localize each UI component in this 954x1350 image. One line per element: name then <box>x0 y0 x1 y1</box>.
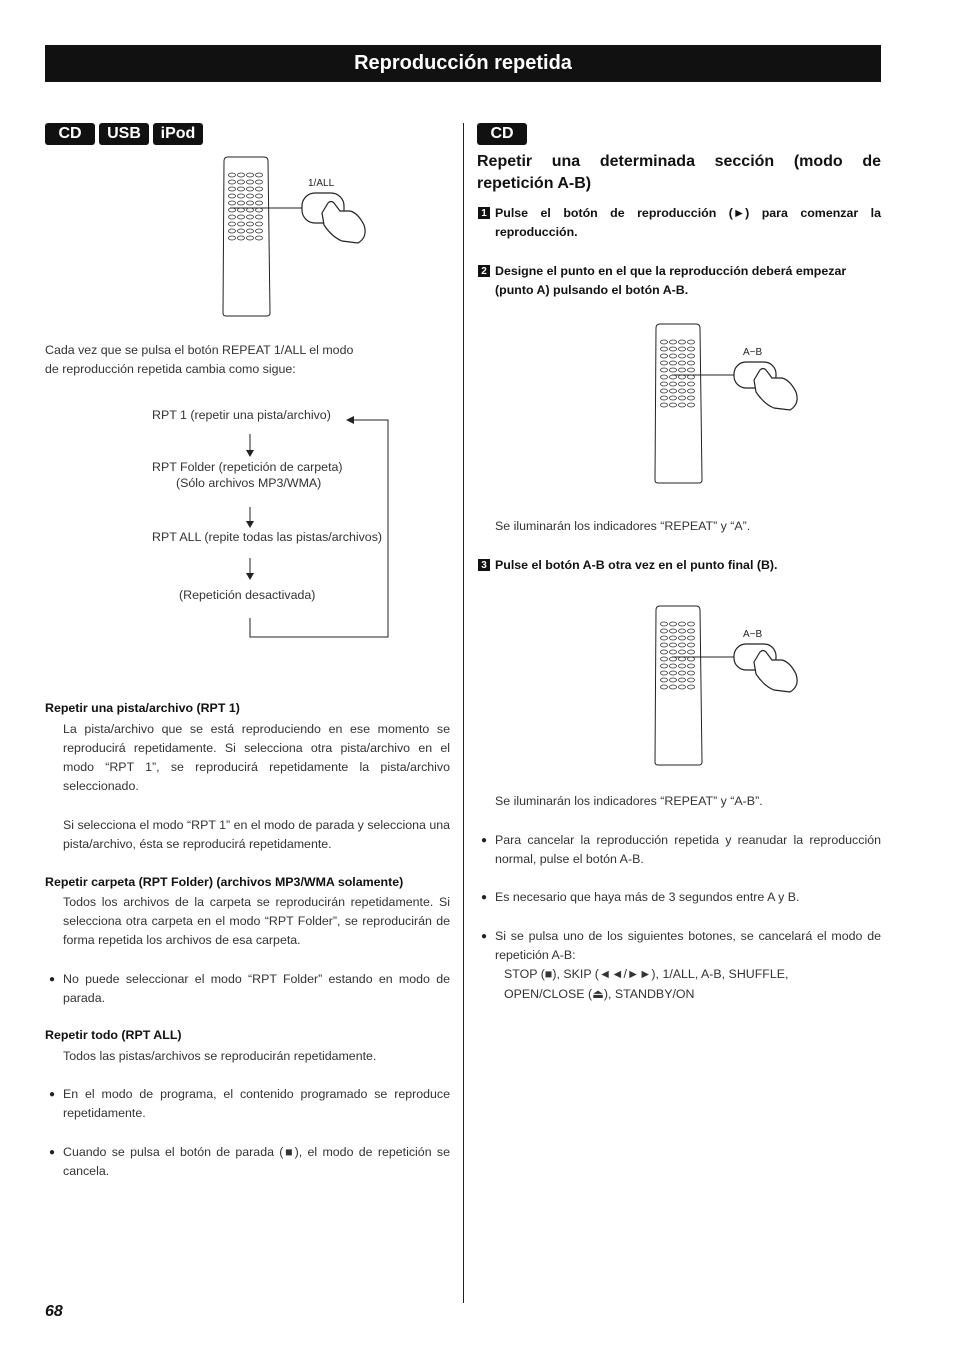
ab-button-label-2: A−B <box>743 629 763 640</box>
rpt1-paragraph-1: La pista/archivo que se está reproduciendo en ese momento se reproducirá repetidamente. Si selecciona otra pista/archivo en el modo “RPT 1”, se reproducirá repetidamente la pista/archivo seleccionado. <box>63 722 450 793</box>
remote-repeat-illustration <box>218 155 378 320</box>
remote-ab-illustration-1 <box>650 322 810 487</box>
note-2: Se iluminarán los indicadores “REPEAT” y “A-B”. <box>495 794 763 808</box>
right-bullet-1: Para cancelar la reproducción repetida y reanudar la reproducción normal, pulse el botón A-B. <box>495 833 881 866</box>
repeat-button-label: 1/ALL <box>308 178 335 189</box>
step-2-text: Designe el punto en el que la reproducción deberá empezar (punto A) pulsando el botón A-B. <box>495 264 847 297</box>
note-1: Se iluminarán los indicadores “REPEAT” y “A”. <box>495 519 751 533</box>
step-1-number: 1 <box>478 207 490 219</box>
step-3-number: 3 <box>478 559 490 571</box>
remote-ab-illustration-2 <box>650 604 810 769</box>
folder-bullet: No puede seleccionar el modo “RPT Folder” estando en modo de parada. <box>63 972 450 1005</box>
all-heading: Repetir todo (RPT ALL) <box>45 1028 182 1042</box>
right-bullet-3: Si se pulsa uno de los siguientes botones, se cancelará el modo de repetición A-B: <box>495 929 881 962</box>
bullet-icon: ● <box>481 835 488 846</box>
folder-heading: Repetir carpeta (RPT Folder) (archivos MP3/WMA solamente) <box>45 875 404 889</box>
usb-badge: USB <box>99 123 149 145</box>
cd-badge-right: CD <box>477 123 527 145</box>
flow-rpt1: RPT 1 (repetir una pista/archivo) <box>152 408 331 422</box>
folder-paragraph: Todos los archivos de la carpeta se reproducirán repetidamente. Si selecciona otra carpeta en el modo “RPT Folder”, se reproducirán de forma repetida los archivos de esa carpeta. <box>63 895 450 947</box>
ab-button-label-1: A−B <box>743 347 763 358</box>
cancel-buttons-line-1: STOP (■), SKIP (◄◄/►►), 1/ALL, A-B, SHUFFLE, <box>504 967 789 981</box>
flow-rpt-folder: RPT Folder (repetición de carpeta) <box>152 460 343 474</box>
page-title: Reproducción repetida <box>45 45 881 82</box>
all-paragraph: Todos las pistas/archivos se reproducirán repetidamente. <box>63 1049 377 1063</box>
flow-arrows <box>240 410 395 640</box>
step-2-number: 2 <box>478 265 490 277</box>
bullet-icon: ● <box>49 974 56 985</box>
all-bullet-1: En el modo de programa, el contenido programado se reproduce repetidamente. <box>63 1087 450 1120</box>
intro-text: Cada vez que se pulsa el botón REPEAT 1/ALL el modo de reproducción repetida cambia como sigue: <box>45 343 354 376</box>
rpt1-heading: Repetir una pista/archivo (RPT 1) <box>45 701 240 715</box>
cd-badge: CD <box>45 123 95 145</box>
bullet-icon: ● <box>481 892 488 903</box>
step-3-text: Pulse el botón A-B otra vez en el punto final (B). <box>495 558 778 572</box>
column-divider <box>463 123 464 1303</box>
right-bullet-2: Es necesario que haya más de 3 segundos entre A y B. <box>495 890 800 904</box>
bullet-icon: ● <box>49 1147 56 1158</box>
all-bullet-2: Cuando se pulsa el botón de parada (■), el modo de repetición se cancela. <box>63 1145 450 1178</box>
page-number: 68 <box>45 1303 63 1320</box>
bullet-icon: ● <box>481 931 488 942</box>
cancel-buttons-line-2: OPEN/CLOSE (⏏), STANDBY/ON <box>504 987 695 1001</box>
flow-rpt-all: RPT ALL (repite todas las pistas/archivos) <box>152 530 383 544</box>
flow-repeat-off: (Repetición desactivada) <box>179 588 316 602</box>
rpt1-paragraph-2: Si selecciona el modo “RPT 1” en el modo de parada y selecciona una pista/archivo, ésta se reproducirá repetidamente. <box>63 818 450 851</box>
bullet-icon: ● <box>49 1089 56 1100</box>
ab-heading: Repetir una determinada sección (modo de repetición A-B) <box>477 153 881 192</box>
ipod-badge: iPod <box>153 123 203 145</box>
step-1-text: Pulse el botón de reproducción (►) para comenzar la reproducción. <box>495 206 881 239</box>
flow-rpt-folder-note: (Sólo archivos MP3/WMA) <box>176 476 322 490</box>
